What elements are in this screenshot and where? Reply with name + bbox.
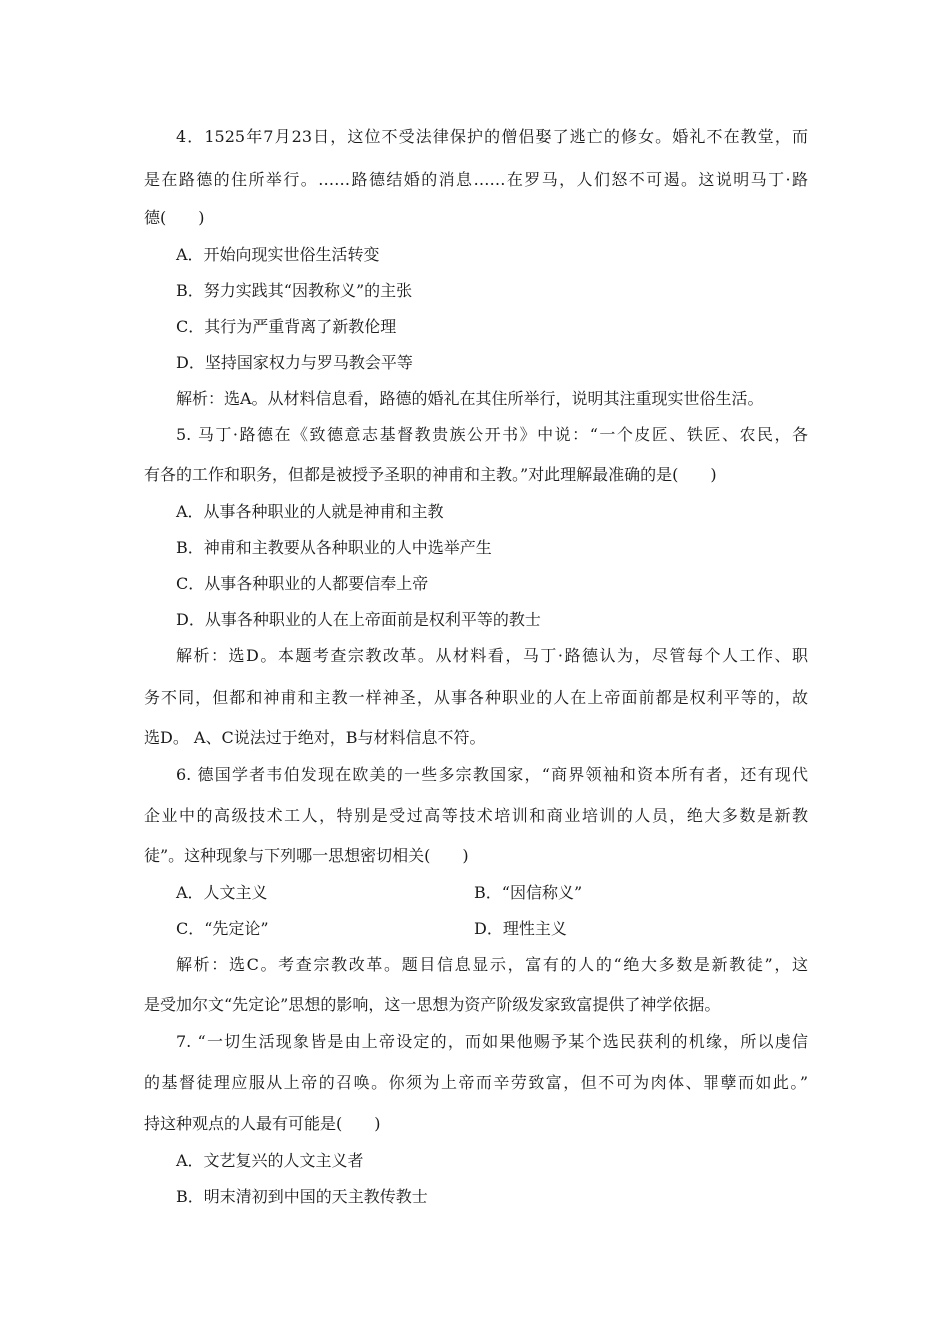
q6-option-c: C．“先定论”	[176, 919, 269, 938]
q4-analysis-line-1: 解析：选A。从材料信息看，路德的婚礼在其住所举行，说明其注重现实世俗生活。	[176, 389, 764, 408]
q7-stem-line-3: 持这种观点的人最有可能是( )	[144, 1114, 381, 1133]
q5-analysis-line-3: 选D。 A、C说法过于绝对，B与材料信息不符。	[144, 728, 486, 747]
q4-option-c: C．其行为严重背离了新教伦理	[176, 317, 397, 336]
q6-stem-line-3: 徒”。这种现象与下列哪一思想密切相关( )	[144, 846, 469, 865]
q5-option-a: A．从事各种职业的人就是神甫和主教	[176, 502, 444, 521]
q6-option-d: D．理性主义	[474, 919, 567, 938]
q5-stem-line-2: 有各的工作和职务，但都是被授予圣职的神甫和主教。”对此理解最准确的是( )	[144, 465, 717, 484]
q5-option-d: D．从事各种职业的人在上帝面前是权利平等的教士	[176, 610, 541, 629]
q4-stem-line-2: 是在路德的住所举行。……路德结婚的消息……在罗马，人们怒不可遏。这说明马丁·路	[144, 170, 808, 189]
q7-option-b: B．明末清初到中国的天主教传教士	[176, 1187, 428, 1206]
q6-stem-line-2: 企业中的高级技术工人，特别是受过高等技术培训和商业培训的人员，绝大多数是新教	[144, 806, 808, 825]
q7-stem-line-1: 7. “一切生活现象皆是由上帝设定的，而如果他赐予某个选民获利的机缘，所以虔信	[176, 1032, 808, 1051]
q4-option-a: A．开始向现实世俗生活转变	[176, 245, 380, 264]
q4-option-d: D．坚持国家权力与罗马教会平等	[176, 353, 413, 372]
q5-analysis-line-2: 务不同，但都和神甫和主教一样神圣，从事各种职业的人在上帝面前都是权利平等的，故	[144, 688, 808, 707]
q4-stem-line-1: 4．1525年7月23日，这位不受法律保护的僧侣娶了逃亡的修女。婚礼不在教堂，而	[176, 127, 808, 146]
q6-analysis-line-2: 是受加尔文“先定论”思想的影响，这一思想为资产阶级发家致富提供了神学依据。	[144, 995, 721, 1014]
q7-option-a: A．文艺复兴的人文主义者	[176, 1151, 364, 1170]
q7-stem-line-2: 的基督徒理应服从上帝的召唤。你须为上帝而辛劳致富，但不可为肉体、罪孽而如此。”	[144, 1073, 808, 1092]
q6-stem-line-1: 6. 德国学者韦伯发现在欧美的一些多宗教国家，“商界领袖和资本所有者，还有现代	[176, 765, 808, 784]
q5-option-b: B．神甫和主教要从各种职业的人中选举产生	[176, 538, 492, 557]
q5-stem-line-1: 5. 马丁·路德在《致德意志基督教贵族公开书》中说：“一个皮匠、铁匠、农民，各	[176, 425, 808, 444]
q5-analysis-line-1: 解析：选D。本题考查宗教改革。从材料看，马丁·路德认为，尽管每个人工作、职	[176, 646, 808, 665]
q5-option-c: C．从事各种职业的人都要信奉上帝	[176, 574, 429, 593]
q4-stem-line-3: 德( )	[144, 208, 205, 227]
q6-option-a: A．人文主义	[176, 883, 268, 902]
q6-option-b: B．“因信称义”	[474, 883, 583, 902]
q6-analysis-line-1: 解析：选C。考查宗教改革。题目信息显示，富有的人的“绝大多数是新教徒”，这	[176, 955, 808, 974]
q4-option-b: B．努力实践其“因教称义”的主张	[176, 281, 413, 300]
